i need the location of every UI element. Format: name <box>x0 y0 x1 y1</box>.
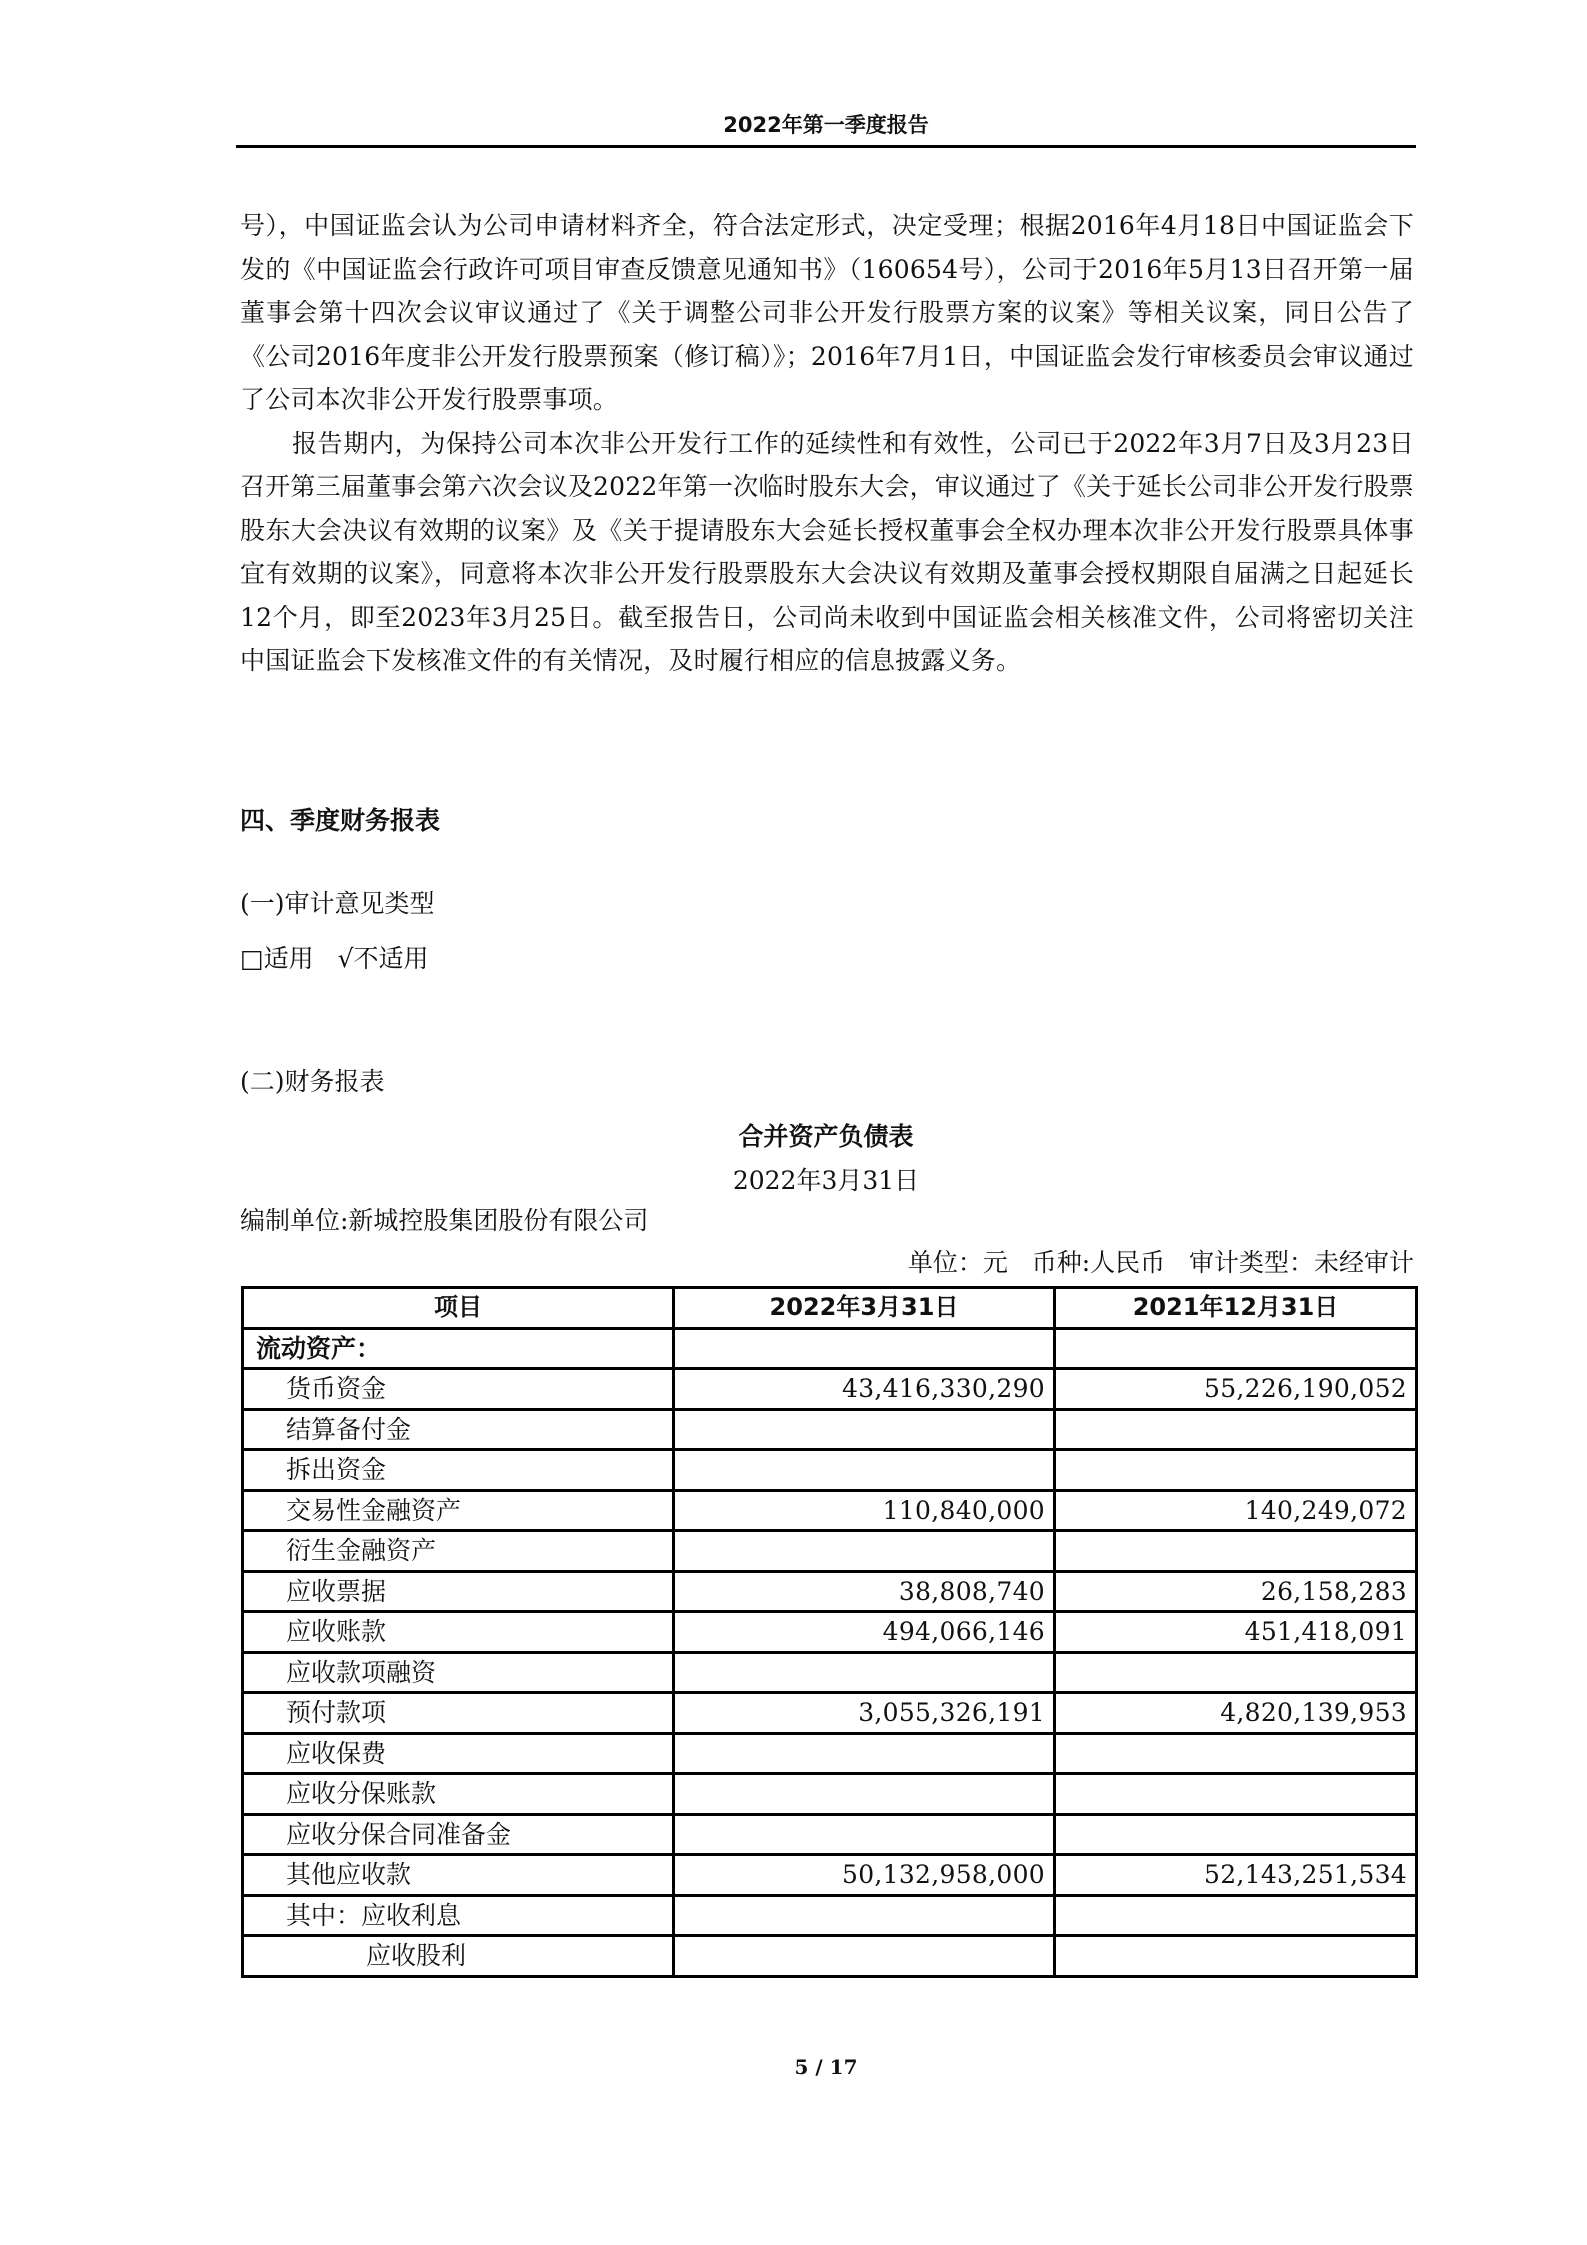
row-value-prior <box>1055 1733 1417 1774</box>
table-row <box>243 1652 1417 1693</box>
paragraph-reporting-period: 报告期内，为保持公司本次非公开发行工作的延续性和有效性，公司已于2022年3月7日及3月23日召开第三届董事会第六次会议及2022年第一次临时股东大会，审议通过了《关于延长公司非公开发行股票股东大会决议有效期的议案》及《关于提请股东大会延长授权董事会全权办理本次非公开发行股票具体事宜有效期的议案》，同意将本次非公开发行股票股东大会决议有效期及董事会授权期限自届满之日起延长12个月，即至2023年3月25日。截至报告日，公司尚未收到中国证监会相关核准文件，公司将密切关注中国证监会下发核准文件的有关情况，及时履行相应的信息披露义务。 <box>240 428 1414 675</box>
row-value-prior <box>1055 1531 1417 1572</box>
row-value-current: 110,840,000 <box>674 1490 1055 1531</box>
row-value-current <box>674 1936 1055 1977</box>
table-row <box>243 1895 1417 1936</box>
table-row <box>243 1814 1417 1855</box>
page-number: 5 / 17 <box>794 2055 858 2079</box>
statement-units: 单位：元 币种:人民币 审计类型：未经审计 <box>907 1248 1414 1277</box>
row-value-current <box>674 1652 1055 1693</box>
statement-date: 2022年3月31日 <box>732 1166 920 1195</box>
column-header-item: 项目 <box>243 1288 674 1329</box>
table-row <box>243 1855 1417 1896</box>
row-value-current <box>674 1409 1055 1450</box>
row-value-prior <box>1055 1450 1417 1491</box>
row-label: 应收分保合同准备金 <box>243 1814 674 1855</box>
row-value-prior <box>1055 1328 1417 1369</box>
row-label: 应收分保账款 <box>243 1774 674 1815</box>
column-header-current: 2022年3月31日 <box>674 1288 1055 1329</box>
row-value-current: 494,066,146 <box>674 1612 1055 1653</box>
option-applicable: □适用 <box>240 944 314 973</box>
table-row <box>243 1409 1417 1450</box>
row-label: 应收保费 <box>243 1733 674 1774</box>
row-label: 应收股利 <box>243 1936 674 1977</box>
audit-opinion-options <box>240 941 429 977</box>
row-value-current <box>674 1733 1055 1774</box>
row-label: 预付款项 <box>243 1693 674 1734</box>
row-label: 其中：应收利息 <box>243 1895 674 1936</box>
balance-sheet-table <box>241 1286 1418 1978</box>
table-row <box>243 1369 1417 1410</box>
row-value-prior <box>1055 1409 1417 1450</box>
row-value-current <box>674 1814 1055 1855</box>
row-value-prior: 4,820,139,953 <box>1055 1693 1417 1734</box>
row-label: 应收款项融资 <box>243 1652 674 1693</box>
table-row <box>243 1733 1417 1774</box>
row-value-prior <box>1055 1774 1417 1815</box>
table-row <box>243 1612 1417 1653</box>
table-row <box>243 1450 1417 1491</box>
table-row <box>243 1490 1417 1531</box>
row-value-prior: 451,418,091 <box>1055 1612 1417 1653</box>
row-value-prior <box>1055 1895 1417 1936</box>
row-value-prior: 55,226,190,052 <box>1055 1369 1417 1410</box>
row-label: 其他应收款 <box>243 1855 674 1896</box>
row-value-prior: 140,249,072 <box>1055 1490 1417 1531</box>
financial-statements-heading: (二)财务报表 <box>240 1067 385 1096</box>
row-value-current: 43,416,330,290 <box>674 1369 1055 1410</box>
row-value-prior <box>1055 1814 1417 1855</box>
row-value-prior <box>1055 1652 1417 1693</box>
section-heading: 四、季度财务报表 <box>240 806 441 835</box>
table-row <box>243 1571 1417 1612</box>
paragraph-continuation: 号），中国证监会认为公司申请材料齐全，符合法定形式，决定受理；根据2016年4月18日中国证监会下发的《中国证监会行政许可项目审查反馈意见通知书》（160654号），公司于2016年5月13日召开第一届董事会第十四次会议审议通过了《关于调整公司非公开发行股票方案的议案》等相关议案，同日公告了《公司2016年度非公开发行股票预案（修订稿）》；2016年7月1日，中国证监会发行审核委员会审议通过了公司本次非公开发行股票事项。 <box>240 211 1414 414</box>
column-header-prior: 2021年12月31日 <box>1055 1288 1417 1329</box>
table-row <box>243 1774 1417 1815</box>
row-value-current: 38,808,740 <box>674 1571 1055 1612</box>
row-value-current: 50,132,958,000 <box>674 1855 1055 1896</box>
statement-compiler: 编制单位:新城控股集团股份有限公司 <box>240 1206 649 1235</box>
row-label: 应收票据 <box>243 1571 674 1612</box>
statement-title: 合并资产负债表 <box>738 1122 914 1151</box>
row-value-current <box>674 1531 1055 1572</box>
table-row <box>243 1693 1417 1734</box>
row-label: 结算备付金 <box>243 1409 674 1450</box>
table-row <box>243 1936 1417 1977</box>
row-value-current <box>674 1895 1055 1936</box>
row-value-current <box>674 1774 1055 1815</box>
row-value-current: 3,055,326,191 <box>674 1693 1055 1734</box>
option-not-applicable: √不适用 <box>337 944 429 973</box>
running-header-title: 2022年第一季度报告 <box>723 113 929 137</box>
row-value-prior <box>1055 1936 1417 1977</box>
table-row <box>243 1531 1417 1572</box>
row-label: 货币资金 <box>243 1369 674 1410</box>
row-label: 拆出资金 <box>243 1450 674 1491</box>
row-label: 应收账款 <box>243 1612 674 1653</box>
row-label: 衍生金融资产 <box>243 1531 674 1572</box>
body-text <box>240 204 1414 683</box>
audit-opinion-heading: (一)审计意见类型 <box>240 889 435 918</box>
row-label: 交易性金融资产 <box>243 1490 674 1531</box>
header-rule <box>236 145 1416 148</box>
table-header-row <box>243 1288 1417 1329</box>
table-row <box>243 1328 1417 1369</box>
row-value-prior: 26,158,283 <box>1055 1571 1417 1612</box>
row-value-current <box>674 1450 1055 1491</box>
row-value-prior: 52,143,251,534 <box>1055 1855 1417 1896</box>
row-value-current <box>674 1328 1055 1369</box>
row-label: 流动资产： <box>243 1328 674 1369</box>
